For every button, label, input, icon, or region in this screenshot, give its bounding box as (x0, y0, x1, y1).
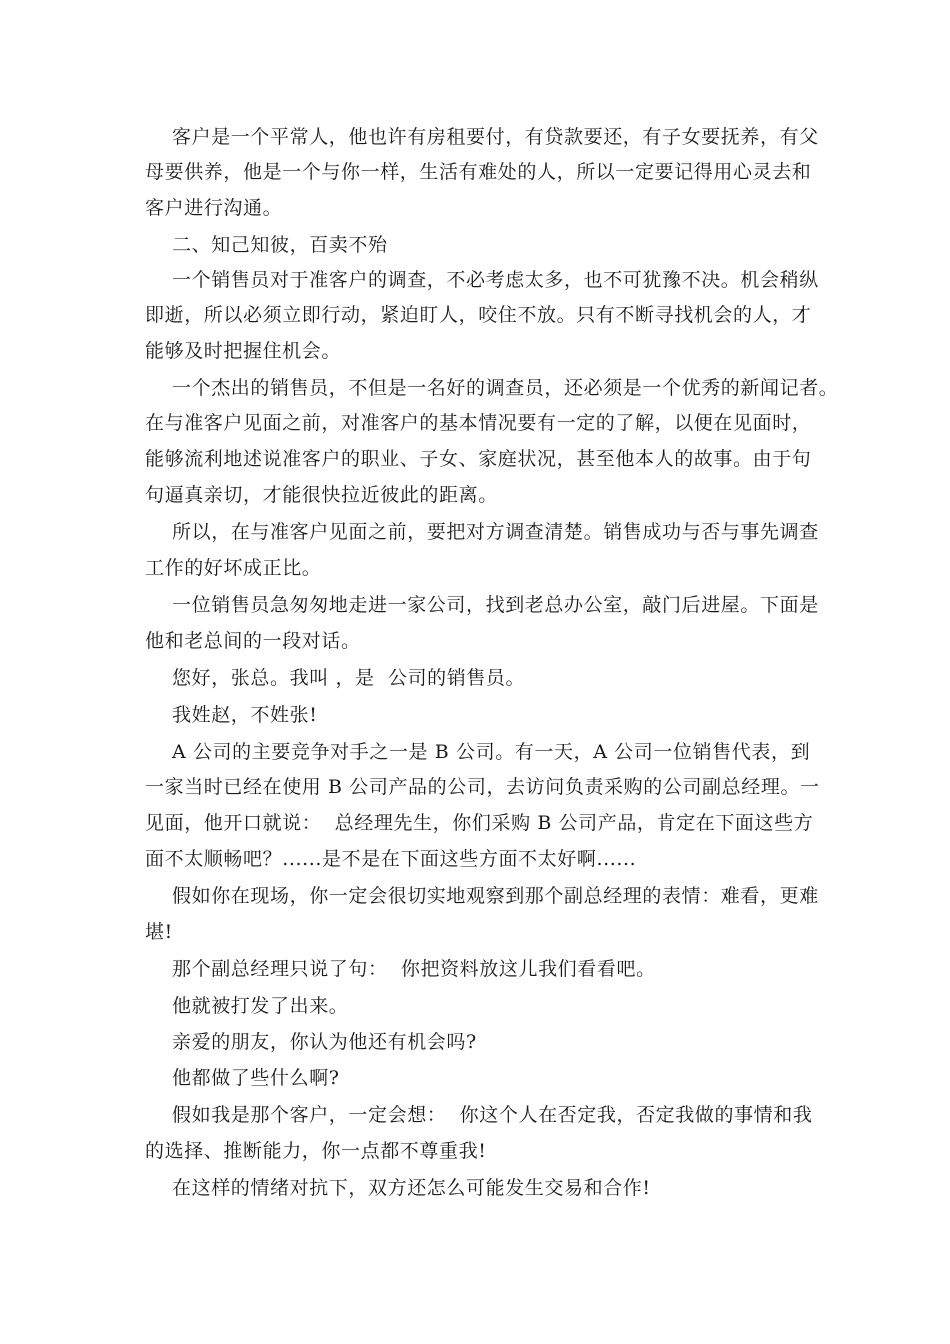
text-line-15: 他和老总间的一段对话。 (145, 630, 361, 652)
text-line-28: 假如我是那个客户，一定会想： 你这个人在否定我，否定我做的事情和我 (172, 1104, 813, 1126)
text-line-2: 母要供养，他是一个与你一样，生活有难处的人，所以一定要记得用心灵去和 (145, 161, 812, 183)
text-line-27: 他都做了些什么啊? (172, 1067, 340, 1089)
text-line-24: 那个副总经理只说了句： 你把资料放这儿我们看看吧。 (172, 958, 656, 980)
text-line-19: 一家当时已经在使用 B 公司产品的公司，去访问负责采购的公司副总经理。一 (145, 776, 820, 798)
text-line-5: 一个销售员对于准客户的调查，不必考虑太多，也不可犹豫不决。机会稍纵 (172, 269, 819, 291)
text-line-6: 即逝，所以必须立即行动，紧迫盯人，咬住不放。只有不断寻找机会的人，才 (145, 304, 812, 326)
text-line-25: 他就被打发了出来。 (172, 995, 349, 1017)
text-line-23: 堪! (145, 921, 173, 943)
text-line-20: 见面，他开口就说： 总经理先生，你们采购 B 公司产品，肯定在下面这些方 (145, 812, 814, 834)
text-line-16: 您好，张总。我叫 ，是 公司的销售员。 (172, 667, 526, 689)
text-line-7: 能够及时把握住机会。 (145, 340, 342, 362)
text-line-3: 客户进行沟通。 (145, 197, 283, 219)
text-line-12: 所以，在与准客户见面之前，要把对方调查清楚。销售成功与否与事先调查 (172, 521, 819, 543)
text-line-9: 在与准客户见面之前，对准客户的基本情况要有一定的了解，以便在见面时， (145, 412, 812, 434)
text-line-21: 面不太顺畅吧？......是不是在下面这些方面不太好啊...... (145, 848, 637, 870)
text-line-22: 假如你在现场，你一定会很切实地观察到那个副总经理的表情：难看，更难 (172, 885, 819, 907)
text-line-17: 我姓赵，不姓张! (172, 704, 318, 726)
text-line-8: 一个杰出的销售员，不但是一名好的调查员，还必须是一个优秀的新闻记者。 (172, 377, 839, 399)
text-line-10: 能够流利地述说准客户的职业、子女、家庭状况，甚至他本人的故事。由于句 (145, 448, 812, 470)
text-line-13: 工作的好坏成正比。 (145, 557, 322, 579)
text-line-1: 客户是一个平常人，他也许有房租要付，有贷款要还，有子女要抚养，有父 (172, 126, 819, 148)
text-line-30: 在这样的情绪对抗下，双方还怎么可能发生交易和合作! (172, 1177, 651, 1199)
text-line-18: A 公司的主要竞争对手之一是 B 公司。有一天，A 公司一位销售代表，到 (172, 741, 811, 763)
section-heading: 二、知己知彼，百卖不殆 (172, 234, 388, 256)
text-line-14: 一位销售员急匆匆地走进一家公司，找到老总办公室，敲门后进屋。下面是 (172, 594, 819, 616)
text-line-26: 亲爱的朋友，你认为他还有机会吗? (172, 1031, 477, 1053)
text-line-11: 句逼真亲切，才能很快拉近彼此的距离。 (145, 484, 498, 506)
text-line-29: 的选择、推断能力，你一点都不尊重我! (145, 1140, 487, 1162)
